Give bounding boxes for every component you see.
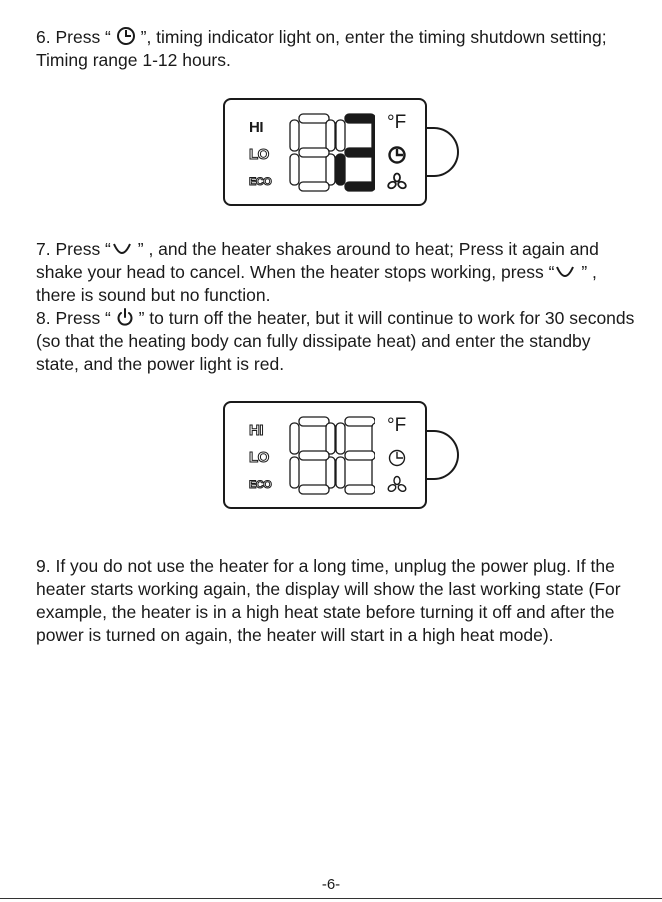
segment-a <box>345 417 375 426</box>
segment-a <box>299 417 329 426</box>
fahrenheit-indicator: °F <box>387 112 407 133</box>
hi-indicator: HI <box>249 119 263 136</box>
segment-c <box>372 457 375 488</box>
segment-b <box>372 120 375 151</box>
segment-a <box>299 114 329 123</box>
segment-g <box>345 451 375 460</box>
segment-b <box>326 120 335 151</box>
segment-e <box>290 154 299 185</box>
control-panel-display-1 <box>223 98 427 206</box>
swing-icon <box>554 265 576 281</box>
segment-g <box>345 148 375 157</box>
swing-icon <box>111 242 133 258</box>
timer-icon <box>387 448 407 468</box>
lo-indicator: LO <box>249 146 269 163</box>
lo-indicator: LO <box>249 449 269 466</box>
eco-indicator: ECO <box>249 479 272 491</box>
segment-a <box>345 114 375 123</box>
fahrenheit-indicator: °F <box>387 415 407 436</box>
segment-c <box>326 457 335 488</box>
power-icon <box>116 307 134 327</box>
hi-indicator: HI <box>249 422 263 439</box>
timer-icon <box>387 145 407 165</box>
segment-f <box>290 120 299 151</box>
segment-c <box>372 154 375 185</box>
segment-d <box>345 485 375 494</box>
fan-icon <box>387 172 407 192</box>
seven-segment-display <box>287 415 375 495</box>
timer-icon <box>116 26 136 46</box>
segment-b <box>326 423 335 454</box>
segment-e <box>336 154 345 185</box>
control-panel-display-2 <box>223 401 427 509</box>
divider <box>0 898 662 899</box>
step-7-text: 7. Press “ ” , and the heater shakes around to heat; Press it again and shake your head to cancel. When the heater stops working, press “ ” , there is sound but no function. <box>36 239 599 305</box>
segment-d <box>299 182 329 191</box>
power-button-housing[interactable] <box>427 430 459 480</box>
fan-icon <box>387 475 407 495</box>
page-number: -6- <box>321 876 341 893</box>
step-6-text: 6. Press “ ”, timing indicator light on, enter the timing shutdown setting; Timing range 1-12 hours. <box>36 27 607 70</box>
eco-indicator: ECO <box>249 176 272 188</box>
segment-f <box>336 423 345 454</box>
segment-f <box>336 120 345 151</box>
segment-c <box>326 154 335 185</box>
segment-e <box>336 457 345 488</box>
segment-f <box>290 423 299 454</box>
segment-e <box>290 457 299 488</box>
segment-b <box>372 423 375 454</box>
segment-d <box>299 485 329 494</box>
seven-segment-display <box>287 112 375 192</box>
segment-g <box>299 148 329 157</box>
step-9-text: 9. If you do not use the heater for a long time, unplug the power plug. If the heater starts working again, the display will show the last working state (For example, the heater is in a high heat state before turning it off and after the power is turned on again, the heater will start in a high heat mode). <box>36 556 621 645</box>
power-button-housing[interactable] <box>427 127 459 177</box>
segment-g <box>299 451 329 460</box>
step-8-text: 8. Press “ ” to turn off the heater, but it will continue to work for 30 seconds (so that the heating body can fully dissipate heat) and enter the standby state, and the power light is red. <box>36 308 635 374</box>
segment-d <box>345 182 375 191</box>
